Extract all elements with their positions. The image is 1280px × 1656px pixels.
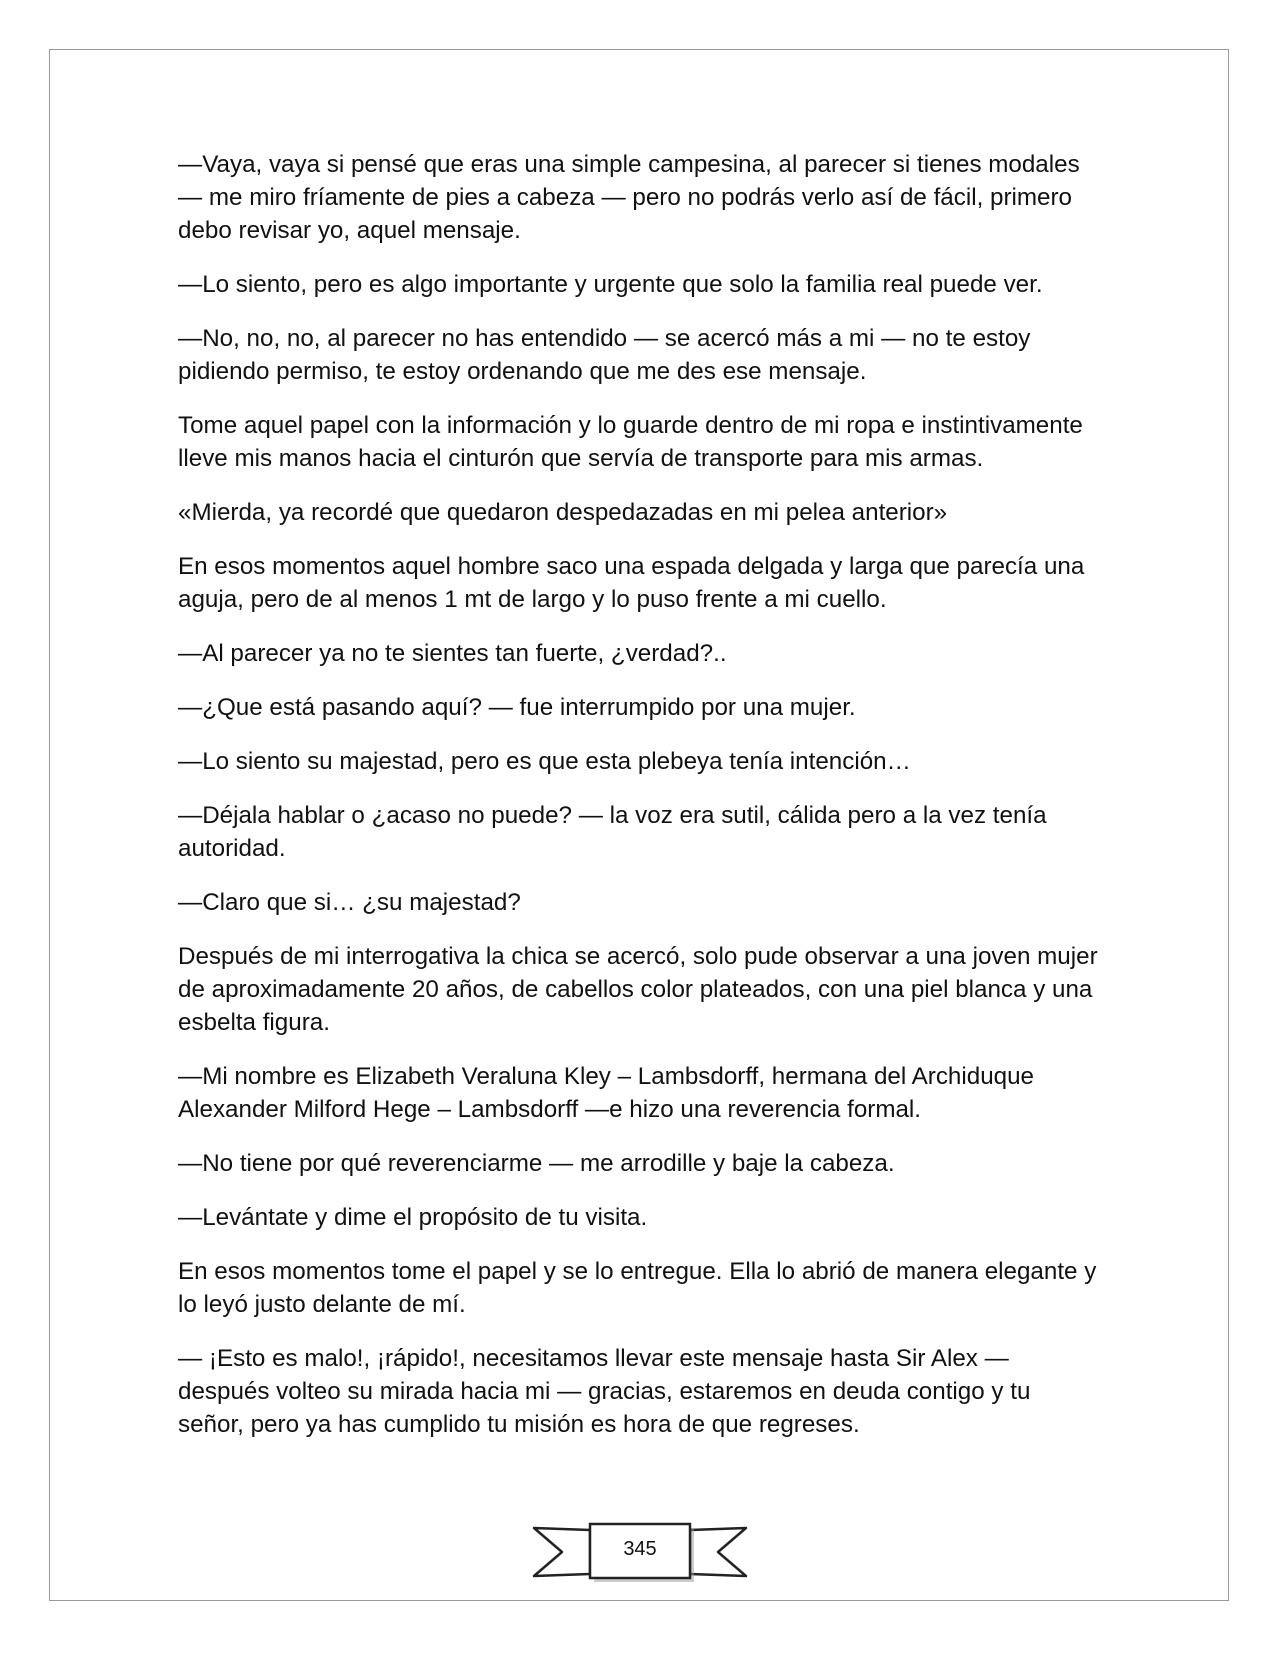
paragraph: En esos momentos tome el papel y se lo entregue. Ella lo abrió de manera elegante y lo leyó justo delante de mí.: [178, 1258, 1097, 1318]
paragraph: En esos momentos aquel hombre saco una espada delgada y larga que parecía una aguja, pero de al menos 1 mt de largo y lo puso frente a mi cuello.: [178, 553, 1085, 613]
paragraph: —¿Que está pasando aquí? — fue interrumpido por una mujer.: [178, 694, 856, 721]
paragraph: Tome aquel papel con la información y lo guarde dentro de mi ropa e instintivamente lleve mis manos hacia el cinturón que servía de transporte para mis armas.: [178, 412, 1083, 472]
paragraph: —No tiene por qué reverenciarme — me arrodille y baje la cabeza.: [178, 1150, 895, 1177]
paragraph: —Déjala hablar o ¿acaso no puede? — la voz era sutil, cálida pero a la vez tenía autoridad.: [178, 802, 1047, 862]
paragraph: —Lo siento, pero es algo importante y urgente que solo la familia real puede ver.: [178, 271, 1043, 298]
paragraph: —Al parecer ya no te sientes tan fuerte, ¿verdad?..: [178, 640, 727, 667]
paragraph: —No, no, no, al parecer no has entendido — se acercó más a mi — no te estoy pidiendo permiso, te estoy ordenando que me des ese mensaje.: [178, 325, 1031, 385]
paragraph: —Lo siento su majestad, pero es que esta plebeya tenía intención…: [178, 748, 911, 775]
paragraph: «Mierda, ya recordé que quedaron despedazadas en mi pelea anterior»: [178, 499, 948, 526]
paragraph: — ¡Esto es malo!, ¡rápido!, necesitamos llevar este mensaje hasta Sir Alex — después volteo su mirada hacia mi — gracias, estaremos en deuda contigo y tu señor, pero ya has cumplido tu misión es hora de que regreses.: [178, 1345, 1031, 1438]
paragraph: Después de mi interrogativa la chica se acercó, solo pude observar a una joven mujer de aproximadamente 20 años, de cabellos color plateados, con una piel blanca y una esbelta figura.: [178, 943, 1098, 1036]
body-text: [178, 148, 1098, 1462]
paragraph: —Claro que si… ¿su majestad?: [178, 889, 521, 916]
paragraph: —Levántate y dime el propósito de tu visita.: [178, 1204, 648, 1231]
page-number: 345: [623, 1538, 657, 1560]
paragraph: —Mi nombre es Elizabeth Veraluna Kley – Lambsdorff, hermana del Archiduque Alexander Milford Hege – Lambsdorff —e hizo una reverencia formal.: [178, 1063, 1035, 1123]
page-number-banner: [530, 1516, 750, 1588]
paragraph: —Vaya, vaya si pensé que eras una simple campesina, al parecer si tienes modales — me miro fríamente de pies a cabeza — pero no podrás verlo así de fácil, primero debo revisar yo, aquel mensaje.: [178, 151, 1080, 244]
